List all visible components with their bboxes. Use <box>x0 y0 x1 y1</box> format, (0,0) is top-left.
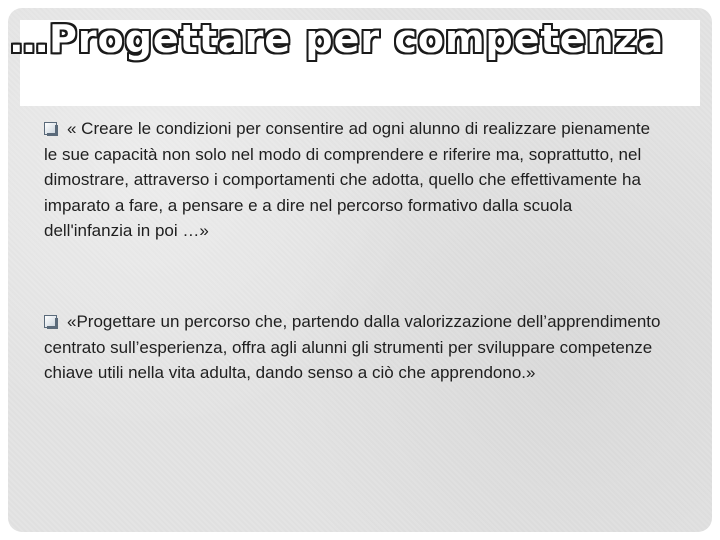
paragraph-2-text: «Progettare un percorso che, partendo dalla valorizzazione dell’apprendimento centrato sull’esperienza, offra agli alunni gli strumenti per sviluppare competenze chiave utili nella vita adulta, dando senso a ciò che apprendono.» <box>44 312 661 382</box>
checkbox-square-icon <box>44 122 57 135</box>
paragraph-1-text: « Creare le condizioni per consentire ad ogni alunno di realizzare pienamente le sue capacità non solo nel modo di comprendere e riferire ma, soprattutto, nel dimostrare, attraverso i comportamenti che adotta, quello che effettivamente ha imparato a fare, a pensare e a dire nel percorso formativo dalla scuola dell'infanzia in poi …» <box>44 119 651 240</box>
paragraph-1 <box>44 116 664 244</box>
slide-title: …Progettare per competenza <box>10 17 665 61</box>
checkbox-square-icon <box>44 315 57 328</box>
paragraph-2 <box>44 309 664 386</box>
